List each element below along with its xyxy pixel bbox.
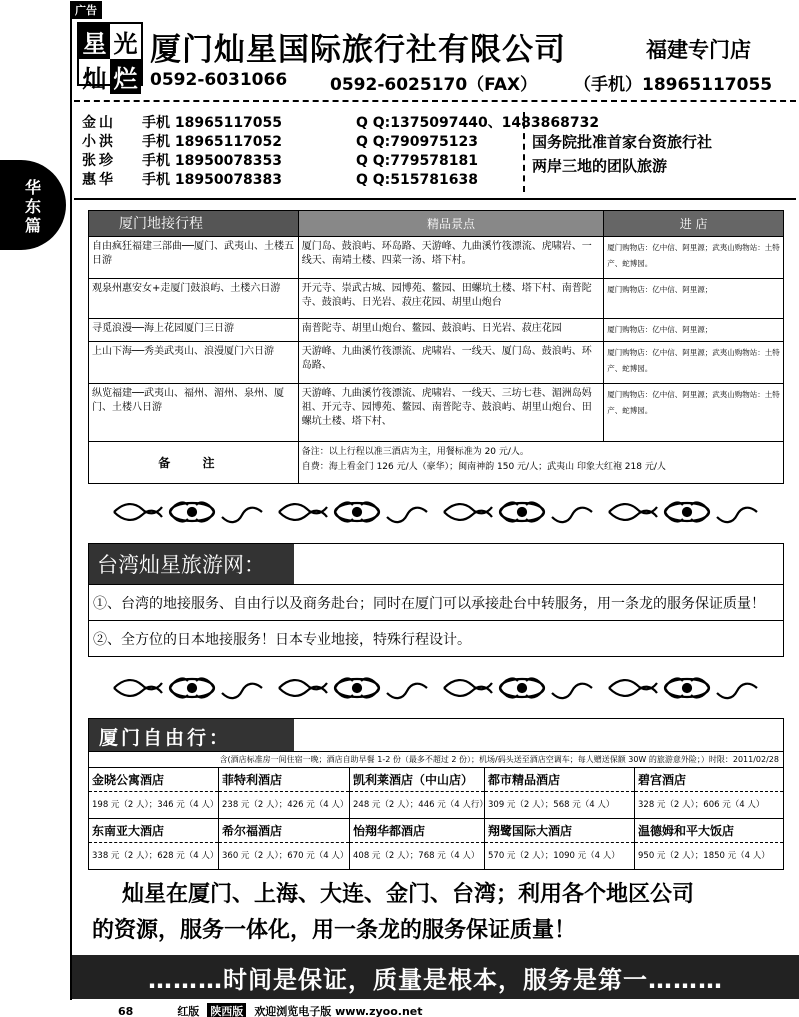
hotel-price: 238 元（2 人）；426 元（4 人） bbox=[222, 800, 349, 810]
table-header-row bbox=[89, 211, 784, 237]
column-header: 厦门地接行程 bbox=[89, 211, 299, 237]
hotel-card bbox=[89, 767, 219, 818]
company-name: 厦门灿星国际旅行社有限公司 bbox=[150, 32, 566, 68]
closing-line: 灿星在厦门、上海、大连、金门、台湾；利用各个地区公司 bbox=[122, 882, 695, 907]
table-row bbox=[89, 384, 784, 442]
table-row bbox=[89, 279, 784, 319]
contact-qq: Q Q:515781638 bbox=[356, 172, 478, 188]
hotel-name: 希尔福酒店 bbox=[219, 819, 349, 843]
hotel-card bbox=[635, 767, 783, 818]
notes-label: 备 注 bbox=[89, 442, 299, 484]
hotel-name: 菲特利酒店 bbox=[219, 768, 349, 792]
hotel-name: 都市精品酒店 bbox=[485, 768, 634, 792]
tel-number: 0592-6031066 bbox=[150, 70, 288, 90]
logo-char: 星 bbox=[79, 24, 110, 59]
logo-char: 光 bbox=[113, 30, 138, 58]
ornament-divider bbox=[112, 673, 772, 703]
column-header: 进 店 bbox=[604, 211, 784, 237]
spots-cell: 厦门岛、鼓浪屿、环岛路、天游峰、九曲溪竹筏漂流、虎啸岩、一线天、南靖土楼、四菜一汤、塔下村。 bbox=[298, 237, 604, 279]
shops-cell: 厦门购物店：亿中信、阿里源； bbox=[604, 319, 784, 342]
route-cell: 寻觅浪漫──海上花园厦门三日游 bbox=[89, 319, 299, 342]
contact-phone: 手机 18950078383 bbox=[142, 172, 283, 188]
hotel-price: 328 元（2 人）；606 元（4 人） bbox=[638, 800, 765, 810]
contact-row bbox=[82, 133, 599, 152]
page-footer bbox=[118, 1003, 423, 1017]
hotel-name: 翔鹭国际大酒店 bbox=[485, 819, 634, 843]
footer-link[interactable]: 欢迎浏览电子版 www.zyoo.net bbox=[254, 1005, 423, 1017]
hotel-price: 950 元（2 人）；1850 元（4 人） bbox=[638, 851, 770, 861]
hotel-name: 凯利莱酒店（中山店） bbox=[350, 768, 484, 792]
hotel-card bbox=[350, 767, 488, 818]
logo-char: 灿 bbox=[82, 65, 107, 93]
table-row bbox=[89, 342, 784, 384]
hotel-card bbox=[219, 818, 350, 869]
contact-list bbox=[82, 114, 599, 190]
free-travel-title: 厦门自由行： bbox=[89, 719, 294, 751]
slogan-line: 两岸三地的团队旅游 bbox=[532, 157, 668, 175]
route-cell: 自由疯狂福建三部曲──厦门、武夷山、土楼五日游 bbox=[89, 237, 299, 279]
note-line: 自费：海上看金门 126 元/人（豪华）；闽南神韵 150 元/人；武夷山 印象大红袍 218 元/人 bbox=[301, 462, 666, 472]
shops-cell: 厦门购物店：亿中信、阿里源；武夷山购物站：土特产、蛇博园。 bbox=[604, 342, 784, 384]
company-branch: 福建专门店 bbox=[646, 38, 751, 62]
spots-cell: 天游峰、九曲溪竹筏漂流、虎啸岩、一线天、三坊七巷、湄洲岛妈祖、开元寺、园博苑、鳌园、南普陀寺、鼓浪屿、胡里山炮台、田螺坑土楼、塔下村、 bbox=[298, 384, 604, 442]
contact-phone: 手机 18965117055 bbox=[142, 115, 283, 131]
motto-banner: ………时间是保证，质量是根本，服务是第一……… bbox=[72, 955, 799, 999]
contact-name: 金山 bbox=[82, 115, 116, 131]
table-row bbox=[89, 319, 784, 342]
closing-statement bbox=[92, 877, 792, 949]
shops-cell: 厦门购物店：亿中信、阿里源；武夷山购物站：土特产、蛇博园。 bbox=[604, 237, 784, 279]
fax-number: 0592-6025170（FAX） bbox=[330, 75, 538, 95]
hotel-card bbox=[635, 818, 783, 869]
region-side-tab bbox=[0, 160, 66, 250]
side-tab-char: 篇 bbox=[24, 216, 41, 235]
route-cell: 上山下海──秀美武夷山、浪漫厦门六日游 bbox=[89, 342, 299, 384]
slogan bbox=[532, 130, 712, 178]
hotel-price: 408 元（2 人）；768 元（4 人） bbox=[353, 851, 480, 861]
hotel-price: 360 元（2 人）；670 元（4 人） bbox=[222, 851, 349, 861]
section-divider bbox=[74, 198, 796, 200]
hotel-price: 198 元（2 人）；346 元（4 人） bbox=[92, 800, 219, 810]
slogan-line: 国务院批准首家台资旅行社 bbox=[532, 133, 713, 151]
contact-name: 小洪 bbox=[82, 134, 116, 150]
hotel-price: 570 元（2 人）；1090 元（4 人） bbox=[488, 851, 620, 861]
hotel-name: 东南亚大酒店 bbox=[89, 819, 218, 843]
package-note: 含(酒店标准房一间住宿一晚；酒店自助早餐 1-2 份（最多不超过 2 份）；机场/码头送至酒店空调车；每人赠送保额 30W 的旅游意外险；）时限：2011/02/28 bbox=[89, 751, 783, 767]
hotel-grid bbox=[89, 767, 783, 869]
contact-divider bbox=[523, 112, 525, 192]
taiwan-header bbox=[89, 544, 783, 584]
contact-row bbox=[82, 171, 599, 190]
hotel-card bbox=[89, 818, 219, 869]
contact-qq: Q Q:790975123 bbox=[356, 134, 478, 150]
spots-cell: 南普陀寺、胡里山炮台、鳌园、鼓浪屿、日光岩、菽庄花园 bbox=[298, 319, 604, 342]
hotel-name: 温德姆和平大饭店 bbox=[635, 819, 783, 843]
hotel-name: 怡翔华都酒店 bbox=[350, 819, 484, 843]
contact-name: 张珍 bbox=[82, 153, 116, 169]
taiwan-item: ②、全方位的日本地接服务！日本专业地接，特殊行程设计。 bbox=[89, 620, 783, 656]
hotel-name: 碧宫酒店 bbox=[635, 768, 783, 792]
itinerary-table bbox=[88, 210, 784, 484]
column-header: 精品景点 bbox=[298, 211, 604, 237]
side-tab-char: 东 bbox=[24, 197, 41, 216]
spots-cell: 天游峰、九曲溪竹筏漂流、虎啸岩、一线天、厦门岛、鼓浪屿、环岛路、 bbox=[298, 342, 604, 384]
shops-cell: 厦门购物店：亿中信、阿里源；武夷山购物站：土特产、蛇博园。 bbox=[604, 384, 784, 442]
shops-cell: 厦门购物店：亿中信、阿里源； bbox=[604, 279, 784, 319]
table-row bbox=[89, 237, 784, 279]
ornament-divider bbox=[112, 497, 772, 527]
hotel-card bbox=[219, 767, 350, 818]
edition-badge: 陕西版 bbox=[207, 1003, 246, 1017]
hotel-card bbox=[485, 818, 635, 869]
route-cell: 纵览福建──武夷山、福州、湄州、泉州、厦门、土楼八日游 bbox=[89, 384, 299, 442]
logo-char: 烂 bbox=[110, 59, 141, 94]
hotel-price: 309 元（2 人）；568 元（4 人） bbox=[488, 800, 615, 810]
notes-cell bbox=[298, 442, 783, 484]
note-line: 备注：以上行程以准三酒店为主，用餐标准为 20 元/人。 bbox=[301, 447, 529, 457]
company-logo bbox=[77, 22, 143, 93]
hotel-price: 338 元（2 人）；628 元（4 人） bbox=[92, 851, 219, 861]
contact-qq: Q Q:779578181 bbox=[356, 153, 478, 169]
hotel-price: 248 元（2 人）；446 元（4 人行） bbox=[353, 800, 488, 810]
free-travel-section bbox=[88, 718, 784, 870]
side-tab-char: 华 bbox=[24, 178, 41, 197]
contact-phone: 手机 18965117052 bbox=[142, 134, 283, 150]
closing-line: 的资源，服务一体化，用一条龙的服务保证质量！ bbox=[92, 918, 577, 943]
contact-row bbox=[82, 152, 599, 171]
route-cell: 观泉州惠安女+走厦门鼓浪屿、土楼六日游 bbox=[89, 279, 299, 319]
contact-qq: Q Q:1375097440、1483868732 bbox=[356, 115, 600, 131]
hotel-name: 金晓公寓酒店 bbox=[89, 768, 218, 792]
taiwan-item: ①、台湾的地接服务、自由行以及商务赴台；同时在厦门可以承接赴台中转服务，用一条龙的服务保证质量！ bbox=[89, 584, 783, 620]
taiwan-title: 台湾灿星旅游网： bbox=[89, 544, 294, 584]
free-travel-header bbox=[89, 719, 783, 751]
header-divider bbox=[74, 100, 796, 102]
contact-row bbox=[82, 114, 599, 133]
edition-label: 红版 bbox=[177, 1005, 200, 1017]
page-number: 68 bbox=[118, 1004, 134, 1017]
ad-tag: 广告 bbox=[70, 1, 102, 19]
mobile-number: （手机）18965117055 bbox=[574, 75, 773, 95]
taiwan-section bbox=[88, 543, 784, 657]
notes-row bbox=[89, 442, 784, 484]
contact-name: 惠华 bbox=[82, 172, 116, 188]
hotel-card bbox=[485, 767, 635, 818]
spots-cell: 开元寺、崇武古城、园博苑、鳌园、田螺坑土楼、塔下村、南普陀寺、鼓浪屿、日光岩、菽庄花园、胡里山炮台 bbox=[298, 279, 604, 319]
hotel-card bbox=[350, 818, 485, 869]
contact-phone: 手机 18950078353 bbox=[142, 153, 283, 169]
